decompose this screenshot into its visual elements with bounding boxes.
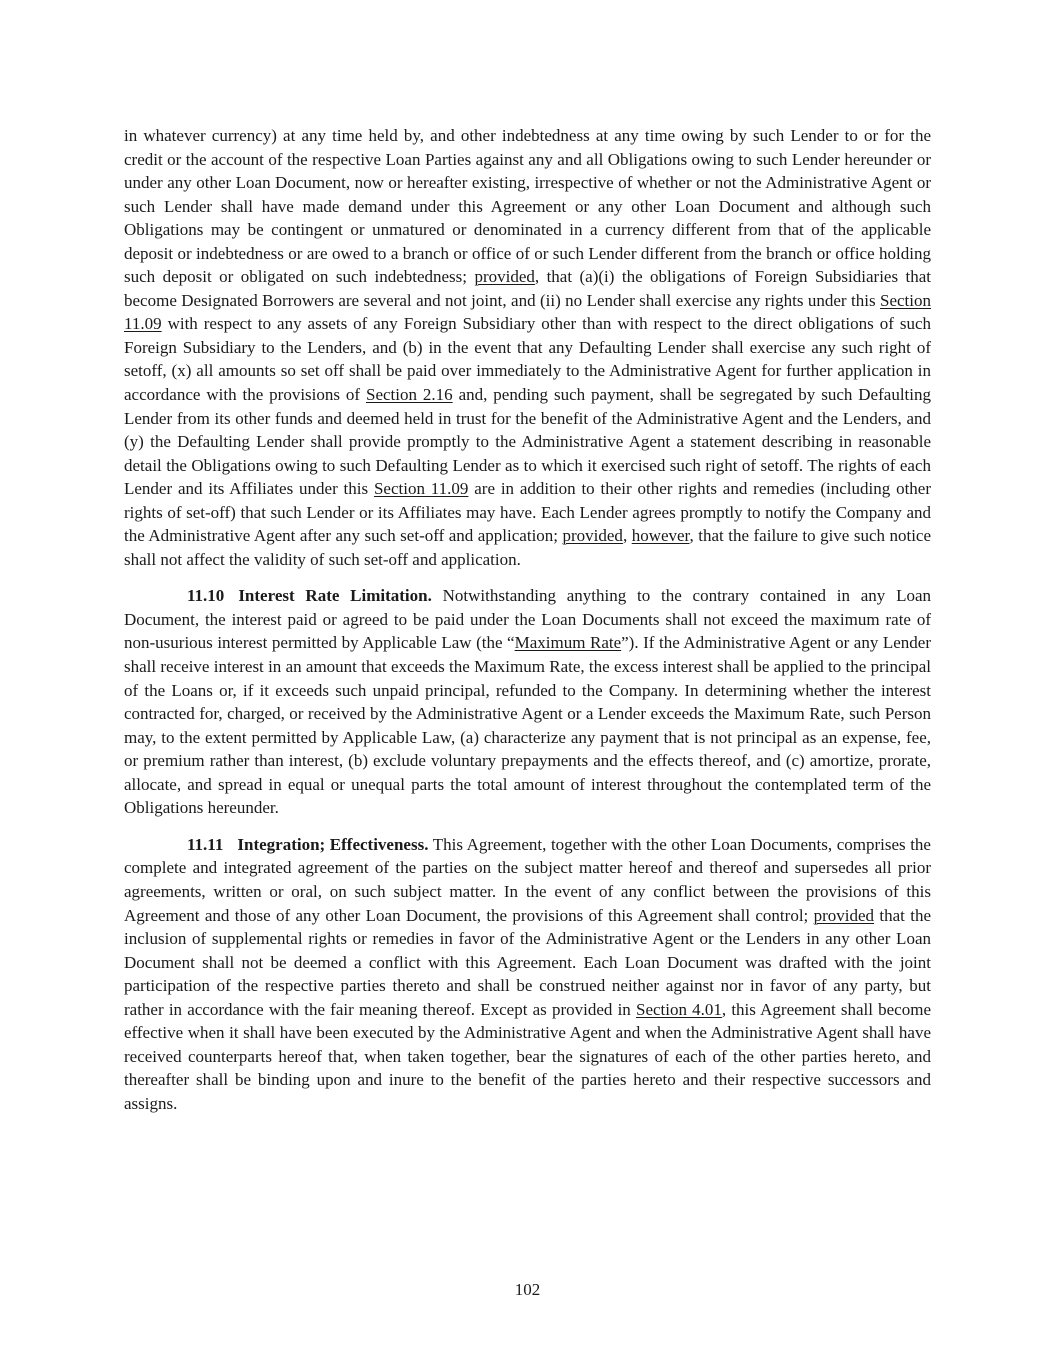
text-run: that the inclusion of supplemental rights or remedies in favor of the Administrative Agent or the Lenders in any other Loan Document shall not be deemed a conflict with this Agreement. Each Loan Document was drafted with the joint participation of the respective parties thereto and shall be construed neither against nor in favor of any party, but rather in accordance with the fair meaning thereof. Except as provided in bbox=[124, 905, 931, 1019]
provided-term: provided bbox=[813, 905, 875, 925]
section-11-11-paragraph bbox=[124, 833, 931, 1116]
section-11-10-paragraph bbox=[124, 584, 931, 819]
page-number: 102 bbox=[514, 1280, 541, 1299]
text-run: , this Agreement shall become effective when it shall have been executed by the Administrative Agent and when the Administrative Agent shall have received counterparts hereof that, when taken together, bear the signatures of each of the other parties hereto, and thereafter shall be binding upon and inure to the benefit of the parties hereto and their respective successors and assigns. bbox=[124, 999, 931, 1113]
text-run: are in addition to their other rights and remedies (including other rights of set-off) that such Lender or its Affiliates may have. Each Lender agrees promptly to notify the Company and the Administrative Agent after any such set-off and application; bbox=[124, 479, 931, 546]
text-run: , that (a)(i) the obligations of Foreign Subsidiaries that become Designated Borrowers are several and not joint, and (ii) no Lender shall exercise any rights under this bbox=[124, 267, 932, 310]
provided-term: provided bbox=[474, 267, 535, 287]
section-number: 11.10 bbox=[187, 586, 225, 606]
text-run: This Agreement, together with the other Loan Documents, comprises the complete and integrated agreement of the parties on the subject matter hereof and thereof and supersedes all prior agreements, written or oral, on such subject matter. In the event of any conflict between the provisions of this Agreement and those of any other Loan Document, the provisions of this Agreement shall control; bbox=[124, 834, 931, 925]
text-run: in whatever currency) at any time held by, and other indebtedness at any time owing by such Lender to or for the credit or the account of the respective Loan Parties against any and all Obligations owing to such Lender hereunder or under any other Loan Document, now or hereafter existing, irrespective of whether or not the Administrative Agent or such Lender shall have made demand under this Agreement or any other Loan Document and although such Obligations may be contingent or unmatured or denominated in a currency different from that of the applicable deposit or indebtedness or are owed to a branch or office of or such Lender different from the branch or office holding such deposit or obligated on such indebtedness; bbox=[124, 126, 931, 287]
section-reference: Section 4.01 bbox=[635, 999, 722, 1019]
section-heading: Integration; Effectiveness. bbox=[237, 834, 429, 854]
text-run: ”). If the Administrative Agent or any Lender shall receive interest in an amount that exceeds the Maximum Rate, the excess interest shall be applied to the principal of the Loans or, if it exceeds such unpaid principal, refunded to the Company. In determining whether the interest contracted for, charged, or received by the Administrative Agent or a Lender exceeds the Maximum Rate, such Person may, to the extent permitted by Applicable Law, (a) characterize any payment that is not principal as an expense, fee, or premium rather than interest, (b) exclude voluntary prepayments and the effects thereof, and (c) amortize, prorate, allocate, and spread in equal or unequal parts the total amount of interest throughout the contemplated term of the Obligations hereunder. bbox=[124, 633, 931, 818]
text-run: Notwithstanding anything to the contrary contained in any Loan Document, the interest paid or agreed to be paid under the Loan Documents shall not exceed the maximum rate of non-usurious interest permitted by Applicable Law (the “ bbox=[124, 586, 931, 653]
provided-term: provided bbox=[562, 526, 623, 546]
section-reference: Section 11.09 bbox=[373, 479, 469, 499]
text-run: , that the failure to give such notice shall not affect the validity of such set-off and application. bbox=[124, 526, 932, 569]
text-run: with respect to any assets of any Foreign Subsidiary other than with respect to the direct obligations of such Foreign Subsidiary to the Lenders, and (b) in the event that any Defaulting Lender shall exercise any such right of setoff, (x) all amounts so set off shall be paid over immediately to the Administrative Agent for further application in accordance with the provisions of bbox=[124, 314, 931, 405]
however-term: however bbox=[631, 526, 690, 546]
section-reference: Section 11.09 bbox=[124, 290, 931, 334]
section-heading: Interest Rate Limitation. bbox=[238, 586, 432, 606]
section-number: 11.11 bbox=[187, 834, 224, 854]
section-reference: Section 2.16 bbox=[366, 385, 453, 405]
paragraph-setoff-continued bbox=[124, 124, 931, 571]
defined-term: Maximum Rate bbox=[514, 633, 622, 653]
text-run: and, pending such payment, shall be segregated by such Defaulting Lender from its other funds and deemed held in trust for the benefit of the Administrative Agent and the Lenders, and (y) the Defaulting Lender shall provide promptly to the Administrative Agent a statement describing in reasonable detail the Obligations owing to such Defaulting Lender as to which it exercised such right of setoff. The rights of each Lender and its Affiliates under this bbox=[124, 385, 931, 499]
text-run: , bbox=[622, 526, 632, 546]
document-page bbox=[124, 124, 931, 1115]
